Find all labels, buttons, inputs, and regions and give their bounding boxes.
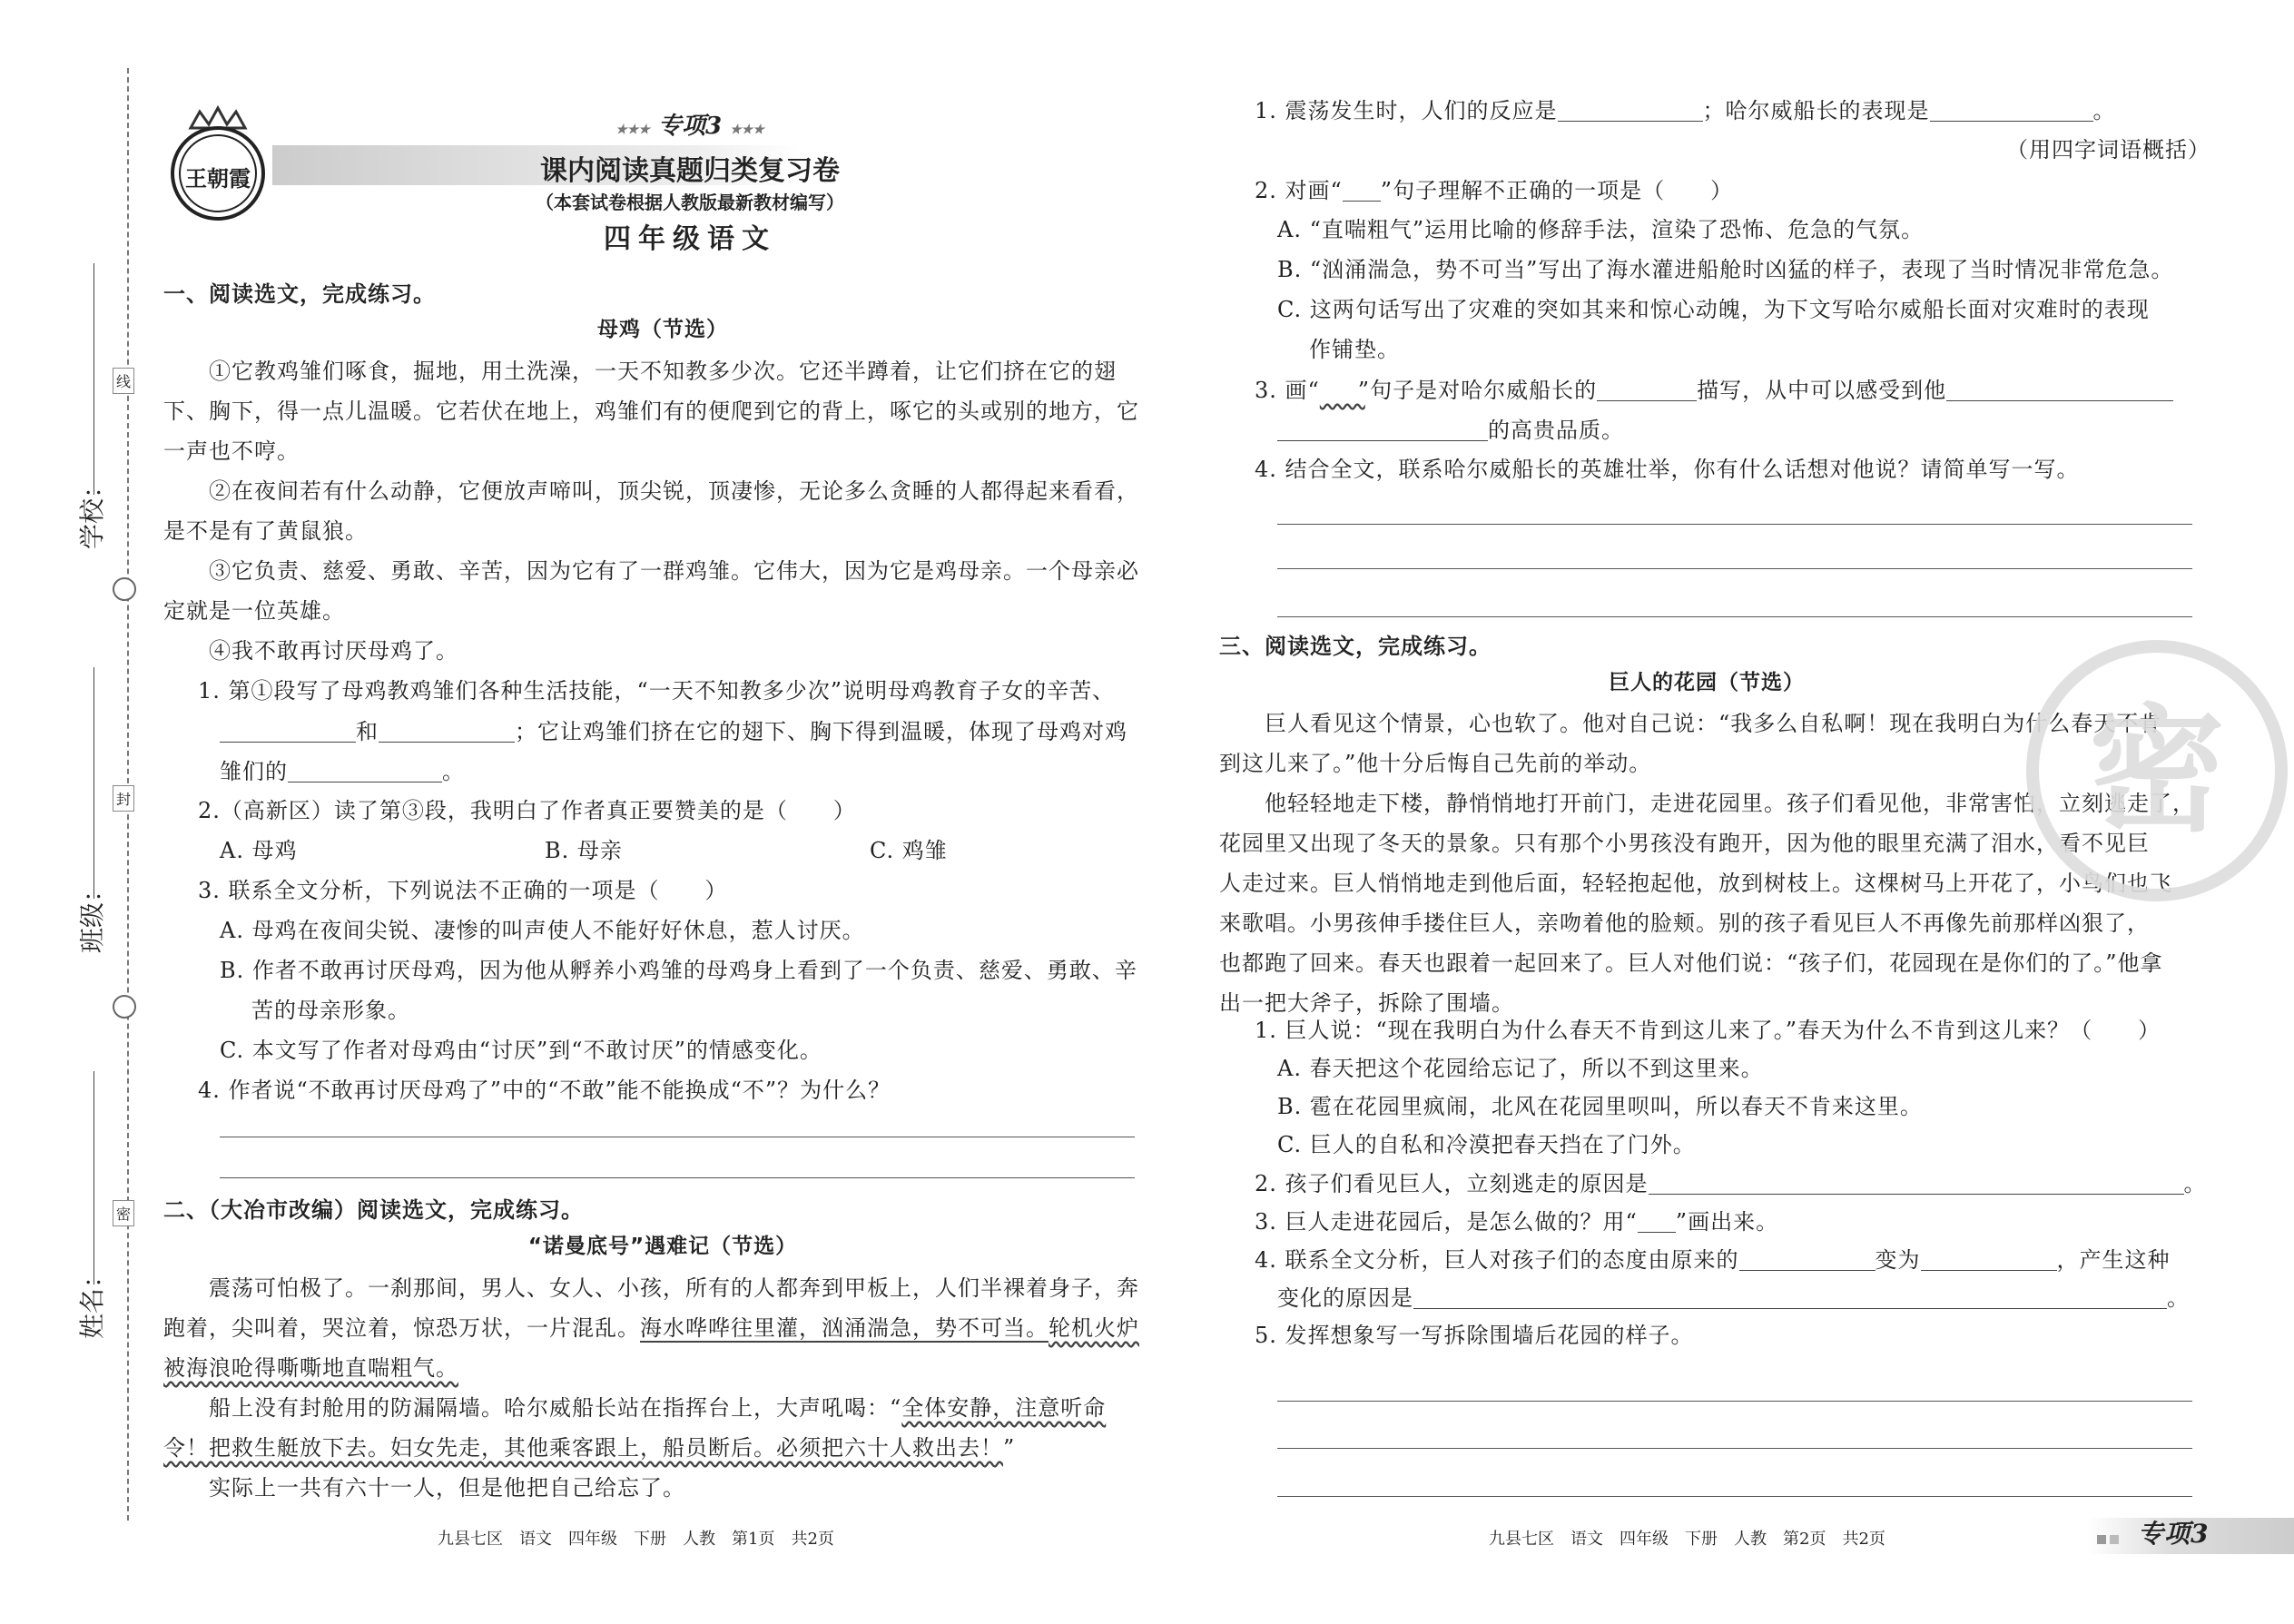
s1-q4-answer-line-2[interactable] (220, 1177, 1135, 1178)
star-right-icon: ★★★ (730, 123, 764, 137)
s2-wavy-sentence-a: 轮机火炉 (1049, 1315, 1139, 1341)
binding-mark-mi: 密 (113, 1200, 134, 1226)
s3-q3-underline-sample (1638, 1210, 1676, 1233)
footer-tag-squares (2097, 1530, 2119, 1548)
s1-q1-line2: 和 ；它让鸡雏们挤在它的翅下、胸下得到温暖，体现了母鸡对鸡 (220, 720, 1127, 743)
s3-q1-opt-b[interactable]: B. 雹在花园里疯闹，北风在花园里呗叫，所以春天不肯来这里。 (1277, 1094, 1923, 1119)
s3-q5-answer-line-2[interactable] (1277, 1448, 2192, 1449)
s2-underlined-sentence-a: 海水哗哗往里灌，汹涌湍急，势不可当。 (640, 1315, 1049, 1341)
s2-q4-answer-line-2[interactable] (1277, 568, 2192, 569)
s3-heading: 三、阅读选文，完成练习。 (1219, 634, 1492, 659)
s1-q3: 3. 联系全文分析，下列说法不正确的一项是（ ） (198, 878, 728, 903)
s2-q3-line2: 的高贵品质。 (1277, 418, 1624, 441)
s1-q4: 4. 作者说“不敢再讨厌母鸡了”中的“不敢”能不能换成“不”？为什么？ (198, 1078, 891, 1103)
s1-line-6: ③它负责、慈爱、勇敢、辛苦，因为它有了一群鸡雏。它伟大，因为它是鸡母亲。一个母亲必 (209, 558, 1139, 584)
s1-q1-blank-2[interactable] (379, 720, 515, 743)
footer-right: 九县七区 语文 四年级 下册 人教 第2页 共2页 (1489, 1530, 1885, 1549)
s1-q1-blank-1[interactable] (220, 720, 356, 743)
s3-line-2: 到这儿来了。”他十分后悔自己先前的举动。 (1219, 751, 1652, 776)
s1-q3-opt-c[interactable]: C. 本文写了作者对母鸡由“讨厌”到“不敢讨厌”的情感变化。 (220, 1038, 822, 1063)
exam-title: 课内阅读真题归类复习卷 (540, 155, 840, 187)
s3-q1-opt-a[interactable]: A. 春天把这个花园给忘记了，所以不到这里来。 (1277, 1056, 1764, 1081)
s1-line-3: 一声也不哼。 (163, 438, 300, 464)
s2-q2-opt-c[interactable]: C. 这两句话写出了灾难的突如其来和惊心动魄，为下文写哈尔威船长面对灾难时的表现 (1277, 297, 2150, 322)
footer-tag: 专项3 (2138, 1519, 2210, 1549)
s3-q4-line2: 变化的原因是 。 (1277, 1285, 2190, 1311)
s2-title: “诺曼底号”遇难记（节选） (527, 1235, 798, 1258)
s2-q2-opt-b[interactable]: B. “汹涌湍急，势不可当”写出了海水灌进船舱时凶猛的样子，表现了当时情况非常危急。 (1277, 257, 2174, 282)
s3-line-8: 出一把大斧子，拆除了围墙。 (1219, 990, 1514, 1016)
s2-q2-opt-c-cont: 作铺垫。 (1309, 337, 1400, 362)
footer-left: 九县七区 语文 四年级 下册 人教 第1页 共2页 (438, 1530, 834, 1549)
s1-q3-opt-a[interactable]: A. 母鸡在夜间尖锐、凄惨的叫声使人不能好好休息，惹人讨厌。 (220, 918, 865, 943)
s3-line-4: 花园里又出现了冬天的景象。只有那个小男孩没有跑开，因为他的眼里充满了泪水，看不见巨 (1219, 831, 2150, 856)
s3-q1-opt-c[interactable]: C. 巨人的自私和冷漠把春天挡在了门外。 (1277, 1132, 1696, 1157)
s2-q3-blank-2[interactable] (1946, 379, 2173, 401)
s2-heading: 二、（大冶市改编）阅读选文，完成练习。 (163, 1197, 584, 1223)
s3-q1: 1. 巨人说：“现在我明白为什么春天不肯到这儿来了。”春天为什么不肯到这儿来？（ ） (1255, 1018, 2161, 1043)
binding-mark-xian: 线 (113, 368, 134, 394)
s3-title: 巨人的花园（节选） (1609, 671, 1805, 694)
s1-heading: 一、阅读选文，完成练习。 (163, 281, 436, 307)
s2-p3: 实际上一共有六十一人，但是他把自己给忘了。 (209, 1475, 685, 1501)
s2-p1-line-1: 震荡可怕极了。一刹那间，男人、女人、小孩，所有的人都奔到甲板上，人们半裸着身子，奔 (209, 1275, 1139, 1301)
s2-p2-line-2: 令！把救生艇放下去。妇女先走，其他乘客跟上，船员断后。必须把六十人救出去！” (163, 1435, 1016, 1461)
s1-q2-opt-c[interactable]: C. 鸡雏 (870, 838, 948, 863)
s3-q4-blank-1[interactable] (1739, 1248, 1876, 1271)
s2-q2-opt-a[interactable]: A. “直喘粗气”运用比喻的修辞手法，渲染了恐怖、危急的气氛。 (1277, 217, 1925, 242)
s2-q1-blank-1[interactable] (1558, 99, 1703, 122)
s3-q3: 3. 巨人走进花园后，是怎么做的？用“ ”画出来。 (1255, 1209, 1779, 1235)
s2-wavy-sentence-b: 被海浪呛得嘶嘶地直喘粗气。 (163, 1355, 458, 1381)
special-label: ★★★ 专项3 ★★★ (615, 113, 764, 140)
binding-ornament-1 (113, 577, 136, 601)
s3-line-5: 人走过来。巨人悄悄地走到他后面，轻轻抱起他，放到树枝上。这棵树马上开花了，小鸟们也飞 (1219, 871, 2172, 896)
s2-p2-line-1: 船上没有封舱用的防漏隔墙。哈尔威船长站在指挥台上，大声吼喝：“全体安静，注意听命 (209, 1395, 1107, 1421)
s2-wavy-quote-a: 全体安静，注意听命 (901, 1395, 1107, 1421)
brand-logo (169, 104, 267, 222)
s1-line-4: ②在夜间若有什么动静，它便放声啼叫，顶尖锐，顶凄惨，无论多么贪睡的人都得起来看看， (209, 478, 1139, 504)
s1-q2-opt-a[interactable]: A. 母鸡 (220, 838, 298, 863)
s2-q2-underline-sample (1343, 179, 1381, 202)
class-label: 班级： (77, 876, 107, 953)
s2-q4-answer-line-1[interactable] (1277, 524, 2192, 525)
name-label: 姓名： (77, 1262, 107, 1339)
s3-q2: 2. 孩子们看见巨人，立刻逃走的原因是 。 (1255, 1171, 2207, 1196)
school-label: 学校： (77, 472, 107, 549)
s2-q3-wavy-sample (1320, 379, 1358, 401)
s2-wavy-quote-b: 令！把救生艇放下去。妇女先走，其他乘客跟上，船员断后。必须把六十人救出去！ (163, 1435, 1003, 1461)
s3-q5-answer-line-1[interactable] (1277, 1401, 2192, 1402)
s3-q5-answer-line-3[interactable] (1277, 1496, 2192, 1497)
s2-q4: 4. 结合全文，联系哈尔威船长的英雄壮举，你有什么话想对他说？请简单写一写。 (1255, 457, 2080, 482)
s1-q3-opt-b-cont: 苦的母亲形象。 (251, 998, 410, 1023)
s1-q2: 2.（高新区）读了第③段，我明白了作者真正要赞美的是（ ） (198, 798, 856, 823)
s1-line-7: 定就是一位英雄。 (163, 598, 345, 624)
s2-q1: 1. 震荡发生时，人们的反应是 ；哈尔威船长的表现是 。 (1255, 98, 2116, 123)
binding-ornament-2 (113, 995, 136, 1019)
s3-line-1: 巨人看见这个情景，心也软了。他对自己说：“我多么自私啊！现在我明白为什么春天不肯 (1265, 711, 2162, 736)
s1-q1-line3: 雏们的 。 (220, 759, 465, 784)
s2-p1-line-3 (163, 1357, 458, 1379)
star-left-icon: ★★★ (615, 123, 650, 137)
brand-name: 王朝霞 (185, 165, 251, 192)
binding-mark-feng: 封 (113, 785, 134, 812)
s2-p1-line-2: 跑着，尖叫着，哭泣着，惊恐万状，一片混乱。海水哗哗往里灌，汹涌湍急，势不可当。轮机火炉 (163, 1315, 1139, 1341)
s2-q2: 2. 对画“ ”句子理解不正确的一项是（ ） (1255, 178, 1734, 203)
s1-q1: 1. 第①段写了母鸡教鸡雏们各种生活技能，“一天不知教多少次”说明母鸡教育子女的辛苦、 (198, 678, 1116, 704)
s3-line-3: 他轻轻地走下楼，静悄悄地打开前门，走进花园里。孩子们看见他，非常害怕，立刻逃走了， (1265, 791, 2195, 816)
s1-q2-opt-b[interactable]: B. 母亲 (545, 838, 623, 863)
s1-line-2: 下、胸下，得一点儿温暖。它若伏在地上，鸡雏们有的便爬到它的背上，啄它的头或别的地方，它 (163, 399, 1139, 424)
s3-q2-blank[interactable] (1649, 1172, 2184, 1195)
s2-q1-blank-2[interactable] (1930, 99, 2093, 122)
s3-line-7: 也都跑了回来。春天也跟着一起回来了。巨人对他们说：“孩子们，花园现在是你们的了。”他拿 (1219, 950, 2163, 976)
s3-line-6: 来歌唱。小男孩伸手搂住巨人，亲吻着他的脸颊。别的孩子看见巨人不再像先前那样凶狠了， (1219, 910, 2150, 936)
s2-q1-note: （用四字词语概括） (2006, 137, 2210, 162)
s2-q3-blank-1[interactable] (1597, 379, 1697, 401)
s1-line-1: ①它教鸡雏们啄食，掘地，用土洗澡，一天不知教多少次。它还半蹲着，让它们挤在它的翅 (209, 359, 1117, 384)
s3-q4-blank-3[interactable] (1413, 1286, 2167, 1309)
s3-q4: 4. 联系全文分析，巨人对孩子们的态度由原来的 变为 ，产生这种 (1255, 1247, 2171, 1273)
s3-q5: 5. 发挥想象写一写拆除围墙后花园的样子。 (1255, 1323, 1694, 1348)
s2-q3-blank-3[interactable] (1277, 418, 1488, 441)
s2-q4-answer-line-3[interactable] (1277, 616, 2192, 617)
s1-q1-blank-3[interactable] (288, 760, 442, 782)
s1-title: 母鸡（节选） (597, 318, 728, 341)
s1-line-5: 是不是有了黄鼠狼。 (163, 518, 368, 544)
s1-q3-opt-b[interactable]: B. 作者不敢再讨厌母鸡，因为他从孵养小鸡雏的母鸡身上看到了一个负责、慈爱、勇敢、辛 (220, 958, 1137, 983)
s2-q3: 3. 画“ ”句子是对哈尔威船长的 描写，从中可以感受到他 (1255, 379, 2173, 401)
exam-subtitle: （本套试卷根据人教版最新教材编写） (536, 192, 844, 213)
secret-stamp-text: 密 (2088, 691, 2225, 851)
grade-label: 四年级语文 (604, 223, 776, 255)
s1-line-8: ④我不敢再讨厌母鸡了。 (209, 638, 458, 664)
s3-q4-blank-2[interactable] (1921, 1248, 2057, 1271)
secret-stamp (2026, 640, 2288, 901)
